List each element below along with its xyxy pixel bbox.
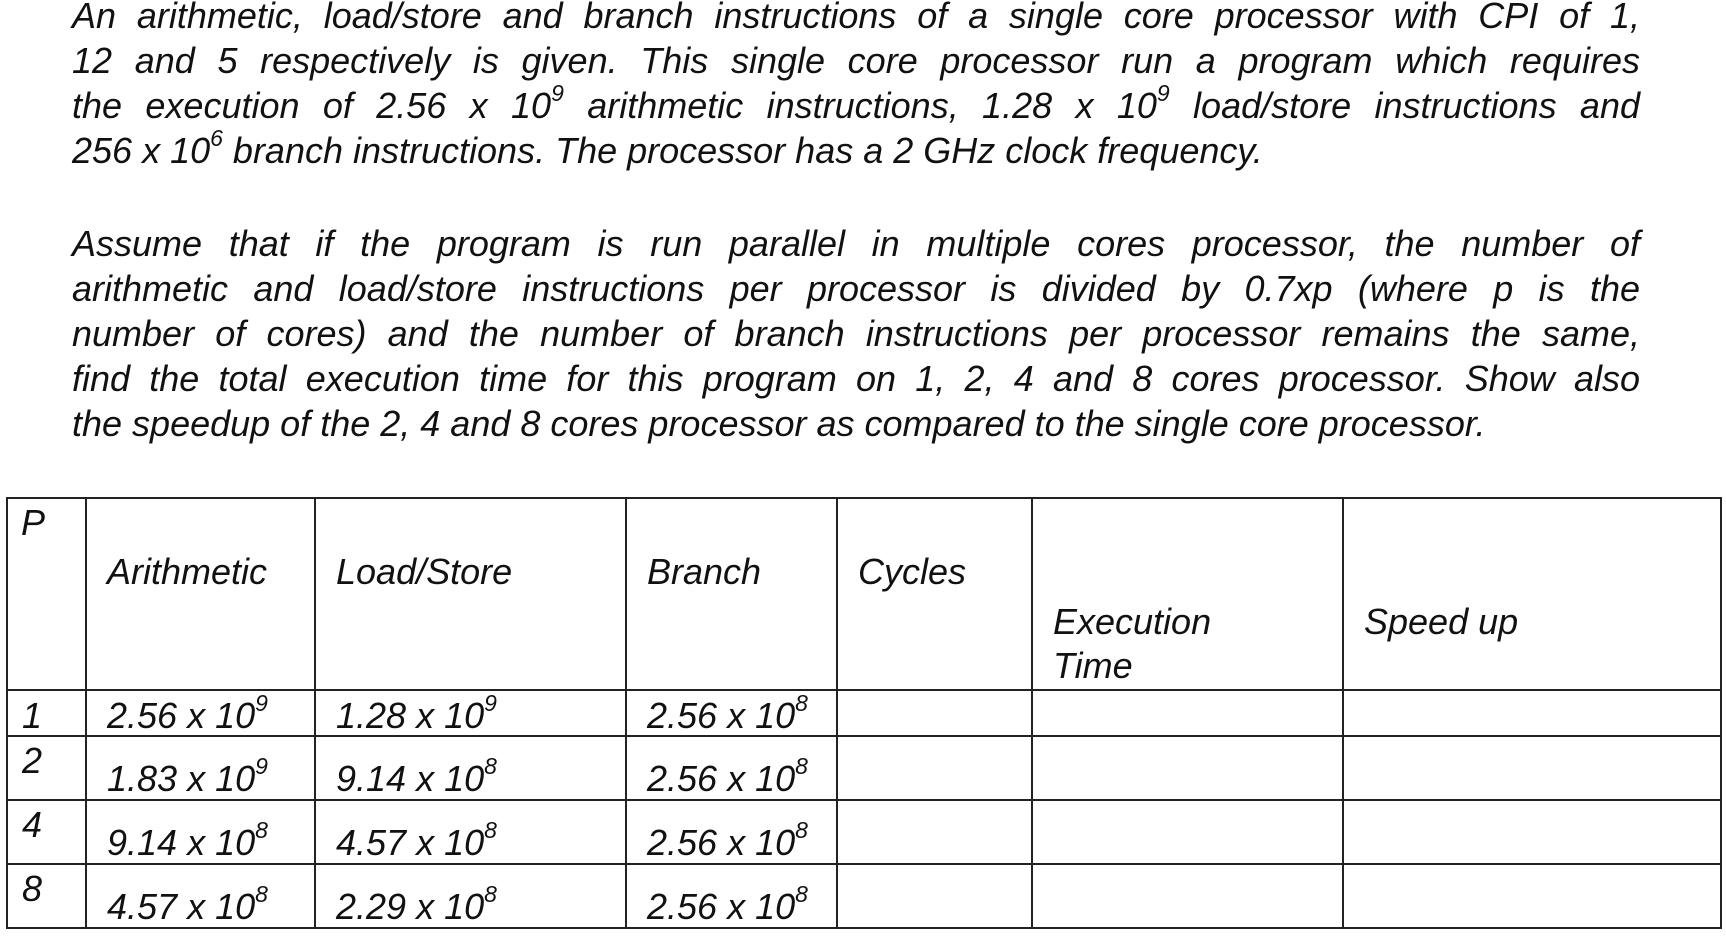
cell-branch: 2.56 x $10^8$: [626, 690, 837, 736]
exponent: 9: [255, 690, 268, 716]
cell-p: 8: [7, 864, 86, 928]
cell-p: 1: [7, 690, 86, 736]
table-row: [7, 864, 1721, 928]
exponent: 8: [484, 881, 497, 907]
cell-cycles: [837, 736, 1032, 800]
cell-arithmetic: 1.83 x $10^9$: [86, 736, 315, 800]
header-cell-speed-up: Speed up: [1343, 498, 1721, 690]
exponent: 8: [795, 881, 808, 907]
paragraph-line: Assume that if the program is run parallel in multiple cores processor, the number of: [72, 223, 1640, 264]
header-cell-execution-time: Execution Time: [1032, 498, 1343, 690]
paragraph-line: 256 x $10^6$ branch instructions. The processor has a 2 GHz clock frequency.: [72, 125, 1263, 171]
cell-branch: 2.56 x $10^8$: [626, 736, 837, 800]
header-cell-arithmetic: Arithmetic: [86, 498, 315, 690]
cell-arithmetic: 9.14 x $10^8$: [86, 800, 315, 864]
table-row: [7, 690, 1721, 736]
cell-load-store: 1.28 x $10^9$: [315, 690, 626, 736]
paragraph-line: find the total execution time for this program on 1, 2, 4 and 8 cores processor. Show also: [72, 358, 1640, 399]
table-row: [7, 736, 1721, 800]
cell-speed-up: [1343, 864, 1721, 928]
table-row: [7, 800, 1721, 864]
cell-load-store: 9.14 x $10^8$: [315, 736, 626, 800]
cell-branch: 2.56 x $10^8$: [626, 800, 837, 864]
header-cell-branch: Branch: [626, 498, 837, 690]
cell-execution-time: [1032, 736, 1343, 800]
exponent: 9: [484, 690, 497, 716]
cell-arithmetic: 2.56 x $10^9$: [86, 690, 315, 736]
cell-execution-time: [1032, 690, 1343, 736]
cores-table: [6, 497, 1722, 929]
cell-p: 4: [7, 800, 86, 864]
cell-speed-up: [1343, 690, 1721, 736]
exponent: 8: [795, 817, 808, 843]
cell-cycles: [837, 800, 1032, 864]
header-cell-p: P: [7, 498, 86, 690]
exponent: 8: [255, 817, 268, 843]
paragraph-line: arithmetic and load/store instructions per processor is divided by 0.7xp (where p is the: [72, 268, 1640, 309]
cell-cycles: [837, 690, 1032, 736]
header-cell-cycles: Cycles: [837, 498, 1032, 690]
problem-paragraph-2: [72, 221, 1640, 446]
cell-load-store: 4.57 x $10^8$: [315, 800, 626, 864]
cell-speed-up: [1343, 800, 1721, 864]
paragraph-line: the speedup of the 2, 4 and 8 cores processor as compared to the single core processor.: [72, 403, 1486, 444]
exponent: 9: [1156, 80, 1170, 106]
cell-p: 2: [7, 736, 86, 800]
exponent: 8: [484, 817, 497, 843]
cell-load-store: 2.29 x $10^8$: [315, 864, 626, 928]
exponent: 9: [551, 80, 564, 106]
cell-execution-time: [1032, 864, 1343, 928]
cell-execution-time: [1032, 800, 1343, 864]
cell-arithmetic: 4.57 x $10^8$: [86, 864, 315, 928]
exponent: 8: [795, 690, 808, 716]
paragraph-line: An arithmetic, load/store and branch instructions of a single core processor with CPI of 1,: [72, 0, 1640, 36]
cell-cycles: [837, 864, 1032, 928]
exponent: 9: [255, 753, 268, 779]
cell-branch: 2.56 x $10^8$: [626, 864, 837, 928]
exponent: 8: [795, 753, 808, 779]
paragraph-line: number of cores) and the number of branch instructions per processor remains the same,: [72, 313, 1640, 354]
cell-speed-up: [1343, 736, 1721, 800]
paragraph-line: the execution of 2.56 x $10^9$ arithmetic instructions, 1.28 x $10^9$ load/store instructions and: [72, 80, 1640, 126]
exponent: 6: [210, 125, 223, 151]
header-cell-load-store: Load/Store: [315, 498, 626, 690]
problem-paragraph-1: [72, 0, 1640, 173]
exponent: 8: [484, 753, 497, 779]
exponent: 8: [255, 881, 268, 907]
paragraph-line: 12 and 5 respectively is given. This single core processor run a program which requires: [72, 40, 1640, 81]
header-row: [7, 498, 1721, 690]
